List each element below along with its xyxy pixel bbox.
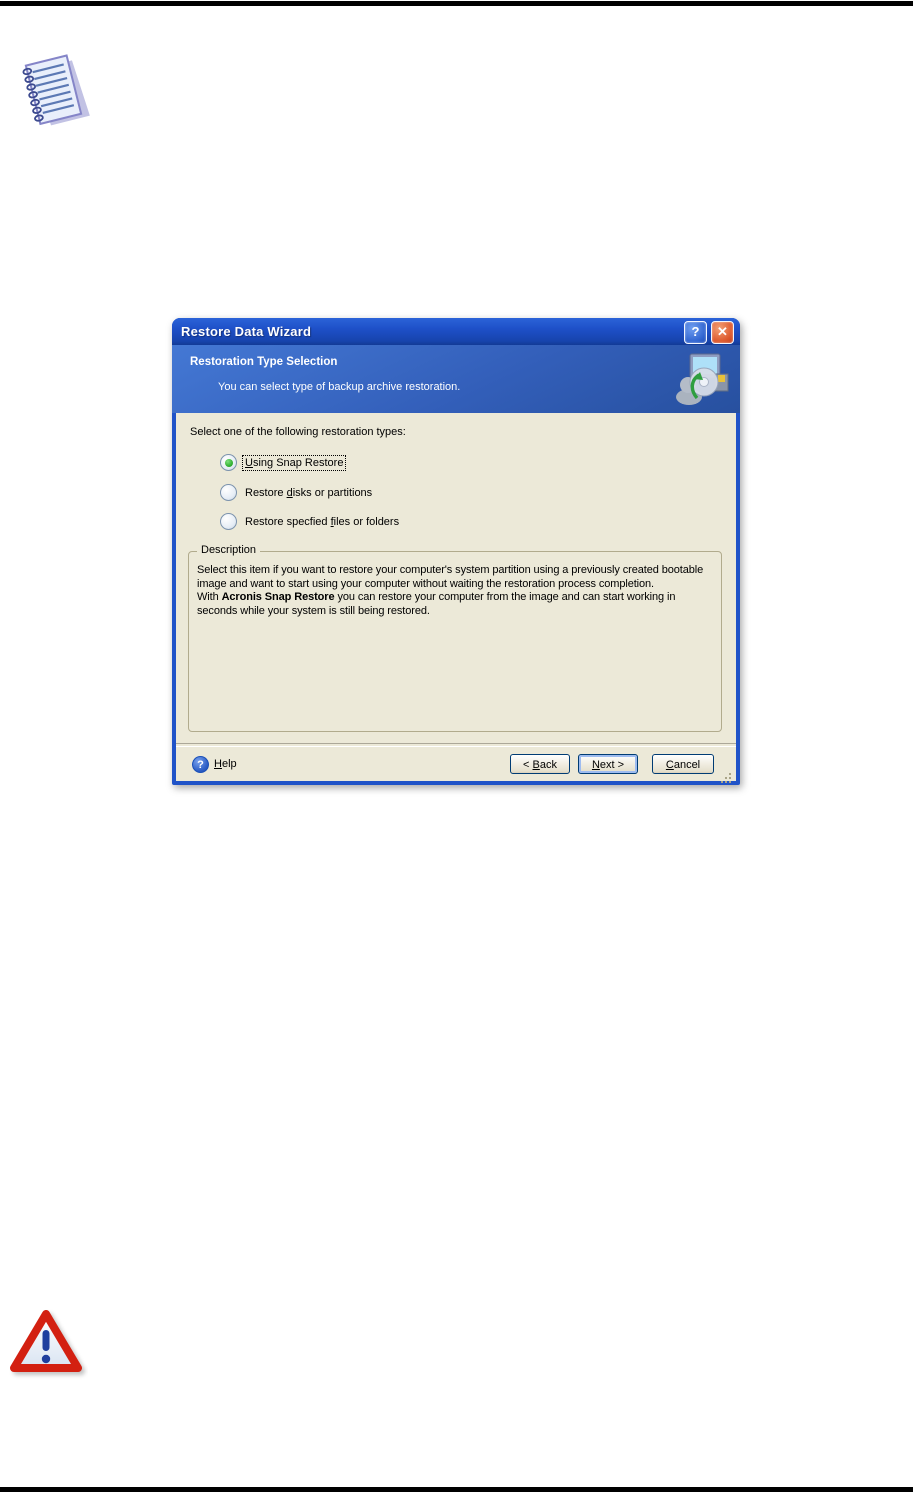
groupbox-legend: Description	[197, 544, 260, 556]
warning-icon	[8, 1306, 88, 1382]
step-title: Restoration Type Selection	[190, 356, 338, 368]
help-label: Help	[214, 758, 237, 770]
back-button[interactable]: < Back	[510, 754, 570, 774]
option-label: Restore disks or partitions	[245, 486, 373, 499]
radio-button-icon[interactable]	[220, 484, 237, 501]
dialog-content	[176, 413, 736, 743]
step-subtitle: You can select type of backup archive restoration.	[218, 381, 461, 393]
wizard-header	[172, 345, 740, 413]
description-groupbox	[188, 544, 722, 732]
restore-wizard-icon	[675, 352, 729, 406]
button-bar	[176, 747, 736, 781]
notepad-icon	[14, 50, 92, 142]
help-icon[interactable]: ?	[192, 756, 209, 773]
radio-button-icon[interactable]	[220, 454, 237, 471]
window-title: Restore Data Wizard	[181, 324, 312, 339]
description-paragraph-1: Select this item if you want to restore your computer's system partition using a previously created bootable image and want to start using your computer without waiting the restoration process completion.	[197, 564, 704, 590]
dialog-client-area	[176, 413, 736, 781]
resize-grip[interactable]	[729, 773, 731, 775]
close-icon[interactable]: ✕	[711, 321, 734, 344]
description-text	[189, 552, 721, 618]
option-restore-disks-partitions[interactable]	[220, 484, 374, 501]
option-label: Restore specfied files or folders	[245, 515, 400, 528]
option-restore-files-folders[interactable]	[220, 513, 401, 530]
titlebar-help-button[interactable]: ?	[684, 321, 707, 344]
selection-prompt: Select one of the following restoration types:	[190, 426, 406, 438]
titlebar[interactable]	[172, 318, 740, 345]
cancel-button[interactable]: Cancel	[652, 754, 714, 774]
option-label: Using Snap Restore	[245, 456, 344, 469]
radio-button-icon[interactable]	[220, 513, 237, 530]
page-top-rule	[0, 1, 913, 6]
page-bottom-rule	[0, 1487, 913, 1492]
help-link[interactable]	[192, 756, 237, 773]
option-using-snap-restore[interactable]	[220, 454, 345, 471]
description-paragraph-2: With Acronis Snap Restore you can restore your computer from the image and can start working in seconds while your system is still being restored.	[197, 591, 676, 617]
restore-data-wizard-dialog	[172, 318, 740, 785]
next-button[interactable]: Next >	[578, 754, 638, 774]
